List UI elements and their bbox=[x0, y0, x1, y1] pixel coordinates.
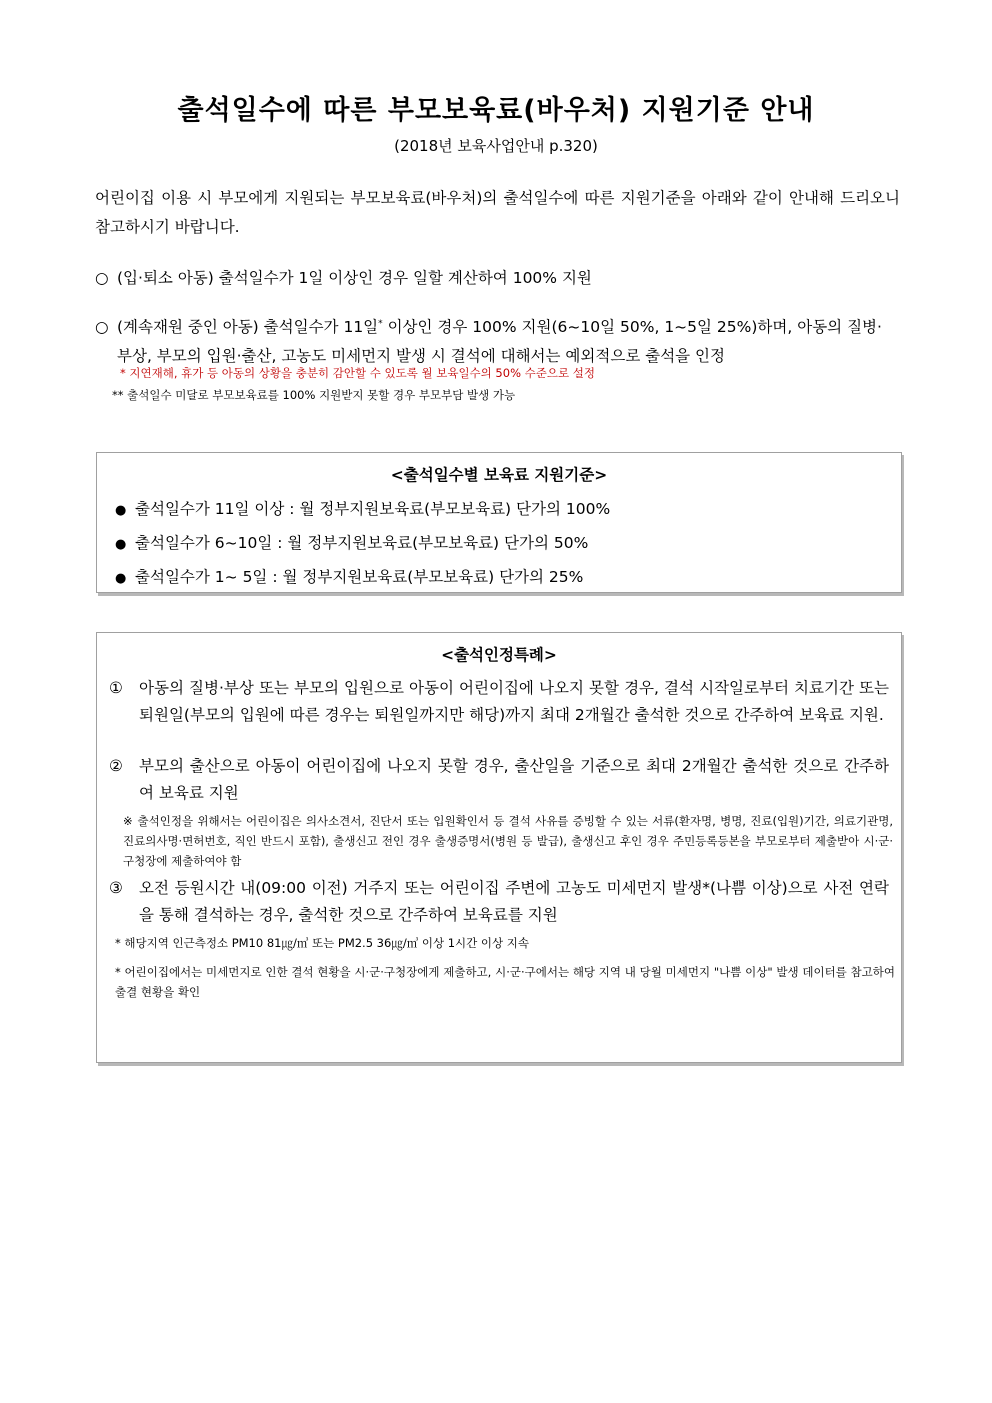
attendance-criteria-box bbox=[96, 452, 902, 593]
bullet-continuing bbox=[95, 310, 905, 371]
bullet-dot-icon: ● bbox=[115, 571, 127, 586]
bullet-text-a: (계속재원 중인 아동) 출석일수가 11일 bbox=[117, 318, 379, 337]
circle-bullet-icon: ○ bbox=[95, 269, 109, 287]
criteria-list bbox=[97, 493, 901, 595]
documentation-note: ※ 출석인정을 위해서는 어린이집은 의사소견서, 진단서 또는 입원확인서 등 결석 사유를 증빙할 수 있는 서류(환자명, 병명, 진료(입원)기간, 의료기관명, 진료의사명·면허번호, 직인 반드시 포함), 출생신고 전인 경우 출생증명서(병원 등 발급), 출생신고 후인 경우 주민등록등본을 부모로부터 제출받아 시·군·구청장에 제출하여야 함 bbox=[123, 814, 893, 868]
fine-dust-reporting-note: * 어린이집에서는 미세먼지로 인한 결석 현황을 시·군·구청장에게 제출하고, 시·군·구에서는 해당 지역 내 당월 미세먼지 "나쁨 이상" 발생 데이터를 참고하여 출결 현황을 확인 bbox=[115, 965, 895, 999]
exception-item-childbirth bbox=[109, 753, 889, 807]
exception-item-fine-dust bbox=[109, 875, 889, 929]
list-item: ● 출석일수가 1~ 5일 : 월 정부지원보육료(부모보육료) 단가의 25% bbox=[115, 561, 901, 595]
footnote-black: ** 출석일수 미달로 부모보육료를 100% 지원받지 못할 경우 부모부담 발생 가능 bbox=[112, 388, 516, 402]
item-text: 오전 등원시간 내(09:00 이전) 거주지 또는 어린이집 주변에 고농도 미세먼지 발생*(나쁨 이상)으로 사전 연락을 통해 결석하는 경우, 출석한 것으로 간주하여 보육료를 지원 bbox=[139, 879, 889, 924]
bullet-dot-icon: ● bbox=[115, 537, 127, 552]
bullet-text-continuation: 부상, 부모의 입원·출산, 고농도 미세먼지 발생 시 결석에 대해서는 예외적으로 출석을 인정 bbox=[117, 347, 726, 366]
page-subtitle: (2018년 보육사업안내 p.320) bbox=[394, 137, 598, 155]
item-number: ② bbox=[109, 757, 123, 775]
exception-item-illness bbox=[109, 675, 889, 729]
list-item: ● 출석일수가 6~10일 : 월 정부지원보육료(부모보육료) 단가의 50% bbox=[115, 527, 901, 561]
box-title: <출석일수별 보육료 지원기준> bbox=[390, 466, 608, 484]
circle-bullet-icon: ○ bbox=[95, 318, 109, 337]
footnote-mark: * bbox=[378, 319, 383, 329]
page-title: 출석일수에 따른 부모보육료(바우처) 지원기준 안내 bbox=[177, 95, 815, 126]
item-text: 부모의 출산으로 아동이 어린이집에 나오지 못할 경우, 출산일을 기준으로 최대 2개월간 출석한 것으로 간주하여 보육료 지원 bbox=[139, 757, 889, 802]
list-item: ● 출석일수가 11일 이상 : 월 정부지원보육료(부모보육료) 단가의 100% bbox=[115, 493, 901, 527]
bullet-text-b: 이상인 경우 100% 지원(6~10일 50%, 1~5일 25%)하며, 아동의 질병· bbox=[382, 318, 882, 337]
bullet-text: (입·퇴소 아동) 출석일수가 1일 이상인 경우 일할 계산하여 100% 지원 bbox=[117, 269, 592, 287]
item-text: 아동의 질병·부상 또는 부모의 입원으로 아동이 어린이집에 나오지 못할 경우, 결석 시작일로부터 치료기간 또는 퇴원일(부모의 입원에 따른 경우는 퇴원일까지만 해당)까지 최대 2개월간 출석한 것으로 간주하여 보육료 지원. bbox=[139, 679, 889, 724]
bullet-dot-icon: ● bbox=[115, 503, 127, 518]
attendance-exception-box bbox=[96, 632, 902, 1063]
item-number: ③ bbox=[109, 879, 123, 897]
footnote-red: * 지연재해, 휴가 등 아동의 상황을 충분히 감안할 수 있도록 월 보육일수의 50% 수준으로 설정 bbox=[120, 366, 595, 380]
box-title: <출석인정특례> bbox=[441, 646, 557, 664]
item-number: ① bbox=[109, 679, 123, 697]
bullet-admission bbox=[95, 264, 905, 293]
intro-paragraph: 어린이집 이용 시 부모에게 지원되는 부모보육료(바우처)의 출석일수에 따른 지원기준을 아래와 같이 안내해 드리오니 참고하시기 바랍니다. bbox=[95, 189, 900, 236]
fine-dust-threshold-note: * 해당지역 인근측정소 PM10 81㎍/㎥ 또는 PM2.5 36㎍/㎥ 이상 1시간 이상 지속 bbox=[115, 936, 529, 950]
